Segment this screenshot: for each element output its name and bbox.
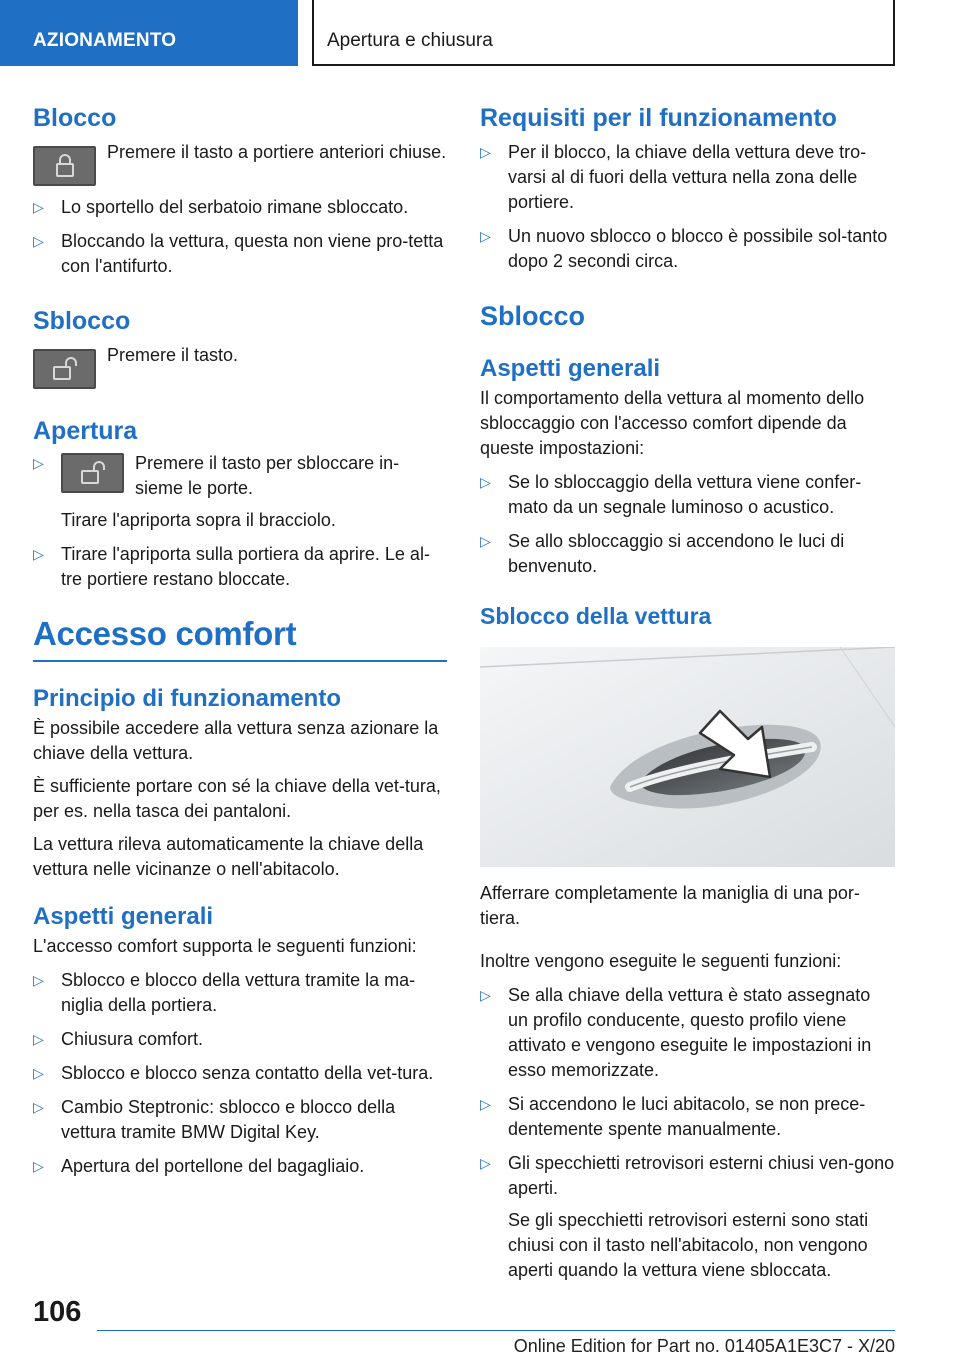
page-number: 106 [33,1296,82,1328]
section-accesso-comfort [33,614,447,662]
heading-blocco: Blocco [33,104,117,132]
bullet-icon: ▷ [33,1031,44,1047]
footer-divider [97,1330,895,1331]
list-item: ▷ Per il blocco, la chiave della vettura deve tro-varsi al di fuori della vettura nella zona delle portiere. [480,142,867,212]
unlock-instruction: Premere il tasto. [107,345,239,365]
lock-instruction: Premere il tasto a portiere anteriori chiuse. [107,142,447,162]
list-item: ▷ Se alla chiave della vettura è stato assegnato un profilo conducente, questo profilo viene attivato e vengono eseguite le impostazioni in esso memorizzate. [480,985,872,1080]
heading-aspetti-generali-right: Aspetti generali [480,355,661,382]
bullet-icon: ▷ [33,1158,44,1174]
functions-list-right [480,983,895,1283]
paragraph: L'accesso comfort supporta le seguenti funzioni: [33,936,417,956]
paragraph: Il comportamento della vettura al momento dello sbloccaggio con l'accesso comfort dipende da queste impostazioni: [480,388,865,458]
paragraph: La vettura rileva automaticamente la chiave della vettura nelle vicinanze o nell'abitacolo. [33,834,424,879]
list-item: ▷ Sblocco e blocco della vettura tramite la ma-niglia della portiera. [33,970,416,1015]
bullet-icon: ▷ [33,1099,44,1115]
list-item: ▷ Un nuovo sblocco o blocco è possibile sol-tanto dopo 2 secondi circa. [480,226,888,271]
bullet-icon: ▷ [480,1155,491,1171]
bullet-icon: ▷ [480,987,491,1003]
bullet-icon: ▷ [480,228,491,244]
bullet-icon: ▷ [480,533,491,549]
right-column [480,100,895,1283]
settings-list [480,470,895,579]
lock-icon [54,154,76,178]
heading-sblocco: Sblocco [33,307,131,335]
bullet-icon: ▷ [33,233,44,249]
heading-sblocco-vettura: Sblocco della vettura [480,603,712,629]
bullet-icon: ▷ [33,1065,44,1081]
list-item: ▷ Premere il tasto per sbloccare in-sieme le porte. Tirare l'apriporta sopra il bracciolo. [33,453,400,530]
heading-apertura: Apertura [33,417,138,445]
key-row-lock [33,140,447,186]
unlock-icon [80,461,106,485]
list-item: ▷ Lo sportello del serbatoio rimane sbloccato. [33,195,447,220]
list-item: ▷ Chiusura comfort. [33,1027,447,1052]
bullet-icon: ▷ [480,474,491,490]
lock-button-image [33,146,96,186]
key-row-unlock [33,343,447,389]
bullet-icon: ▷ [480,1096,491,1112]
list-item: ▷ Bloccando la vettura, questa non viene pro-tetta con l'antifurto. [33,231,444,276]
footer-edition: Online Edition for Part no. 01405A1E3C7 - X/20 [513,1336,895,1356]
list-item: ▷ Se lo sbloccaggio della vettura viene confer-mato da un segnale luminoso o acustico. [480,472,862,517]
blocco-list [33,195,447,279]
list-item: ▷ Cambio Steptronic: sblocco e blocco della vettura tramite BMW Digital Key. [33,1097,396,1142]
unlock-button-image [33,349,96,389]
bullet-icon: ▷ [33,546,44,562]
list-item: ▷ Sblocco e blocco senza contatto della vet-tura. [33,1061,447,1086]
heading-requisiti: Requisiti per il funzionamento [480,104,837,132]
requisiti-list [480,140,895,274]
unlock-button-image [61,453,124,493]
list-item: ▷ Si accendono le luci abitacolo, se non prece-dentemente spente manualmente. [480,1094,866,1139]
section-tab: AZIONAMENTO [0,0,298,66]
left-column [33,100,447,1179]
list-item: ▷ Gli specchietti retrovisori esterni chiusi ven-gono aperti. Se gli specchietti retrovisori esterni sono stati chiusi con il tasto nell'abitacolo, non vengono aperti quando la vettura viene sbloccata. [480,1153,895,1280]
bullet-icon: ▷ [33,199,44,215]
paragraph: È possibile accedere alla vettura senza azionare la chiave della vettura. [33,718,439,763]
photo-caption: Afferrare completamente la maniglia di una por-tiera. [480,883,860,928]
unlock-icon [52,357,78,381]
heading-principio: Principio di funzionamento [33,685,341,712]
heading-sblocco-right: Sblocco [480,301,586,331]
apertura-list [33,451,447,592]
list-item: ▷ Tirare l'apriporta sulla portiera da aprire. Le al-tre portiere restano bloccate. [33,544,430,589]
bullet-icon: ▷ [33,972,44,988]
bullet-icon: ▷ [480,144,491,160]
heading-aspetti-generali: Aspetti generali [33,903,214,930]
heading-accesso-comfort: Accesso comfort [33,615,297,652]
list-item: ▷ Apertura del portellone del bagagliaio. [33,1154,447,1179]
paragraph: Inoltre vengono eseguite le seguenti funzioni: [480,951,842,971]
list-item: ▷ Se allo sbloccaggio si accendono le luci di benvenuto. [480,531,845,576]
paragraph: È sufficiente portare con sé la chiave della vet-tura, per es. nella tasca dei pantaloni. [33,776,441,821]
door-handle-photo [480,647,895,867]
functions-list [33,968,447,1179]
chapter-title: Apertura e chiusura [312,0,895,66]
bullet-icon: ▷ [33,455,44,471]
